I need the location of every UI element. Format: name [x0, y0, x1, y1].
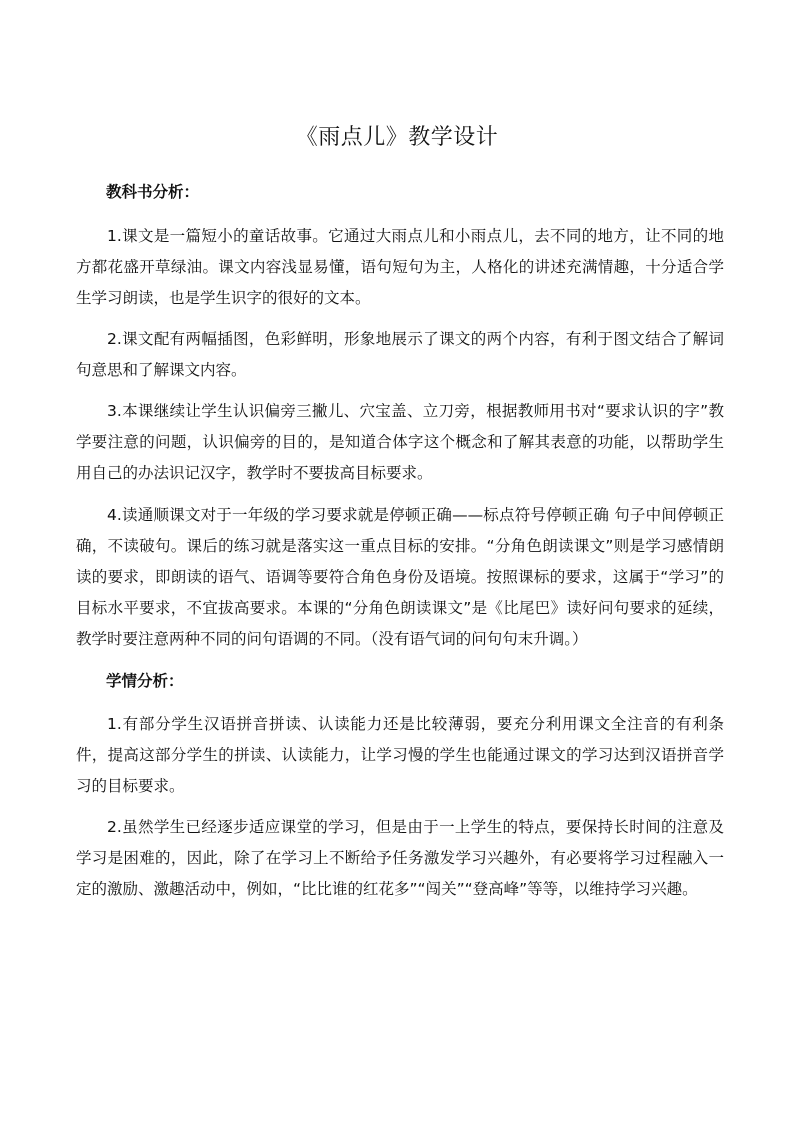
paragraph-student-1: 1.有部分学生汉语拼音拼读、认读能力还是比较薄弱，要充分利用课文全注音的有利条件，提高这部分学生的拼读、认读能力，让学习慢的学生也能通过课文的学习达到汉语拼音学习的目标要求。 [76, 715, 724, 795]
paragraph-textbook-3: 3.本课继续让学生认识偏旁三撇儿、穴宝盖、立刀旁，根据教师用书对“要求认识的字”教学要注意的问题，认识偏旁的目的，是知道合体字这个概念和了解其表意的功能，以帮助学生用自己的办法识记汉字，教学时不要拔高目标要求。 [76, 402, 724, 482]
paragraph-textbook-1: 1.课文是一篇短小的童话故事。它通过大雨点儿和小雨点儿，去不同的地方，让不同的地方都花盛开草绿油。课文内容浅显易懂，语句短句为主，人格化的讲述充满情趣，十分适合学生学习朗读，也是学生识字的很好的文本。 [76, 227, 724, 307]
paragraph-textbook-4: 4.读通顺课文对于一年级的学习要求就是停顿正确——标点符号停顿正确 句子中间停顿正确，不读破句。课后的练习就是落实这一重点目标的安排。“分角色朗读课文”则是学习感情朗读的要求，即朗读的语气、语调等要符合角色身份及语境。按照课标的要求，这属于“学习”的目标水平要求，不宜拔高要求。本课的“分角色朗读课文”是《比尾巴》读好问句要求的延续，教学时要注意两种不同的问句语调的不同。（没有语气词的问句句末升调。） [76, 506, 724, 648]
paragraph-textbook-2: 2.课文配有两幅插图，色彩鲜明，形象地展示了课文的两个内容，有利于图文结合了解词句意思和了解课文内容。 [76, 330, 724, 379]
section-heading-textbook-analysis: 教科书分析： [106, 183, 200, 201]
document-title: 《雨点儿》教学设计 [295, 125, 499, 150]
paragraph-student-2: 2.虽然学生已经逐步适应课堂的学习，但是由于一上学生的特点，要保持长时间的注意及学习是困难的，因此，除了在学习上不断给予任务激发学习兴趣外，有必要将学习过程融入一定的激励、激趣活动中，例如，“比比谁的红花多”“闯关”“登高峰”等等，以维持学习兴趣。 [76, 818, 724, 898]
section-heading-student-analysis: 学情分析： [106, 672, 184, 690]
